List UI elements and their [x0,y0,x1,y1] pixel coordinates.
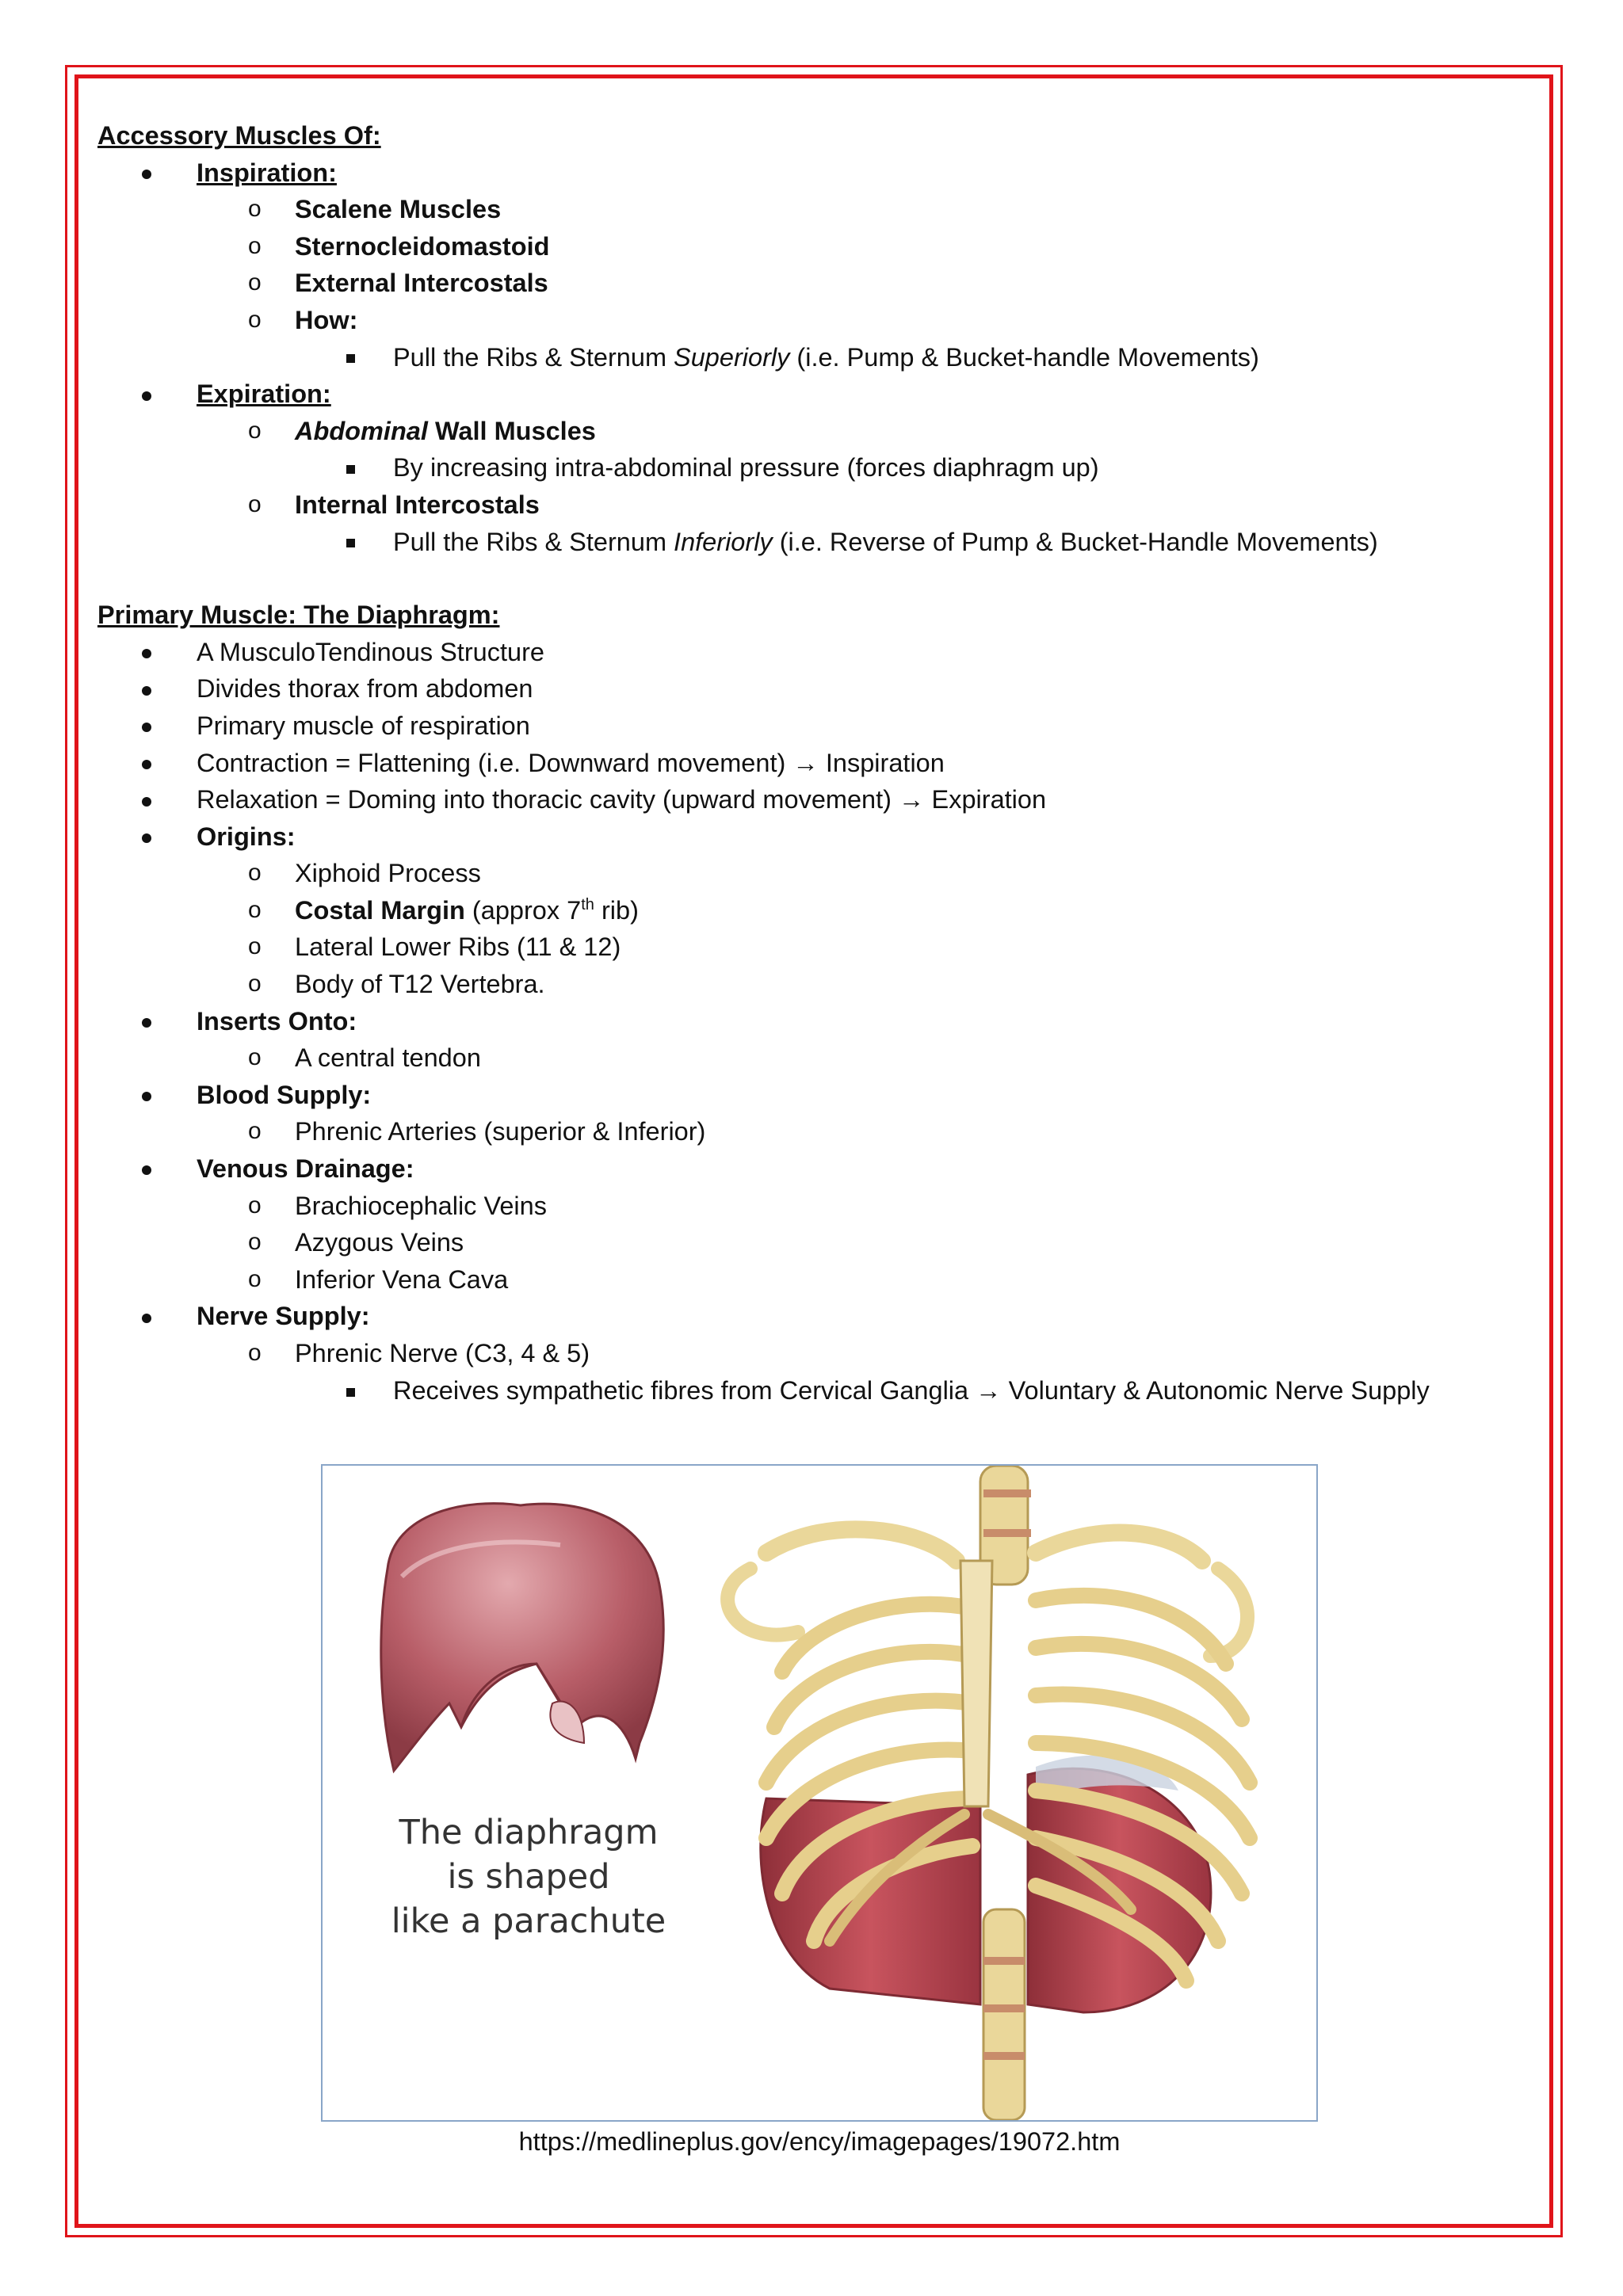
bullet-circle: o [248,232,262,259]
diaphragm-dome-shape [381,1504,663,1771]
bullet-circle: o [248,1265,262,1292]
bullet-circle: o [248,860,262,887]
list-item: o Phrenic Nerve (C3, 4 & 5) [97,1335,1508,1372]
venous-drainage-item: Venous Drainage: [97,1150,1508,1188]
bullet-dot [142,781,151,818]
bullet-dot [142,376,151,413]
bullet-dot [142,670,151,707]
list-item: A MusculoTendinous Structure [97,634,1508,671]
list-item: o Brachiocephalic Veins [97,1188,1508,1225]
list-item: o How: [97,302,1508,339]
list-item: Contraction = Flattening (i.e. Downward movement) → Inspiration [97,745,1508,782]
figure-caption: The diaphragm is shaped like a parachute [391,1813,666,1941]
bullet-square [346,1372,355,1409]
expiration-item: Expiration: [97,376,1508,413]
bullet-circle: o [248,933,262,960]
bullet-dot [142,154,151,192]
list-item: o Scalene Muscles [97,191,1508,228]
bullet-circle: o [248,971,262,997]
bullet-dot [142,745,151,782]
list-item: o Sternocleidomastoid [97,228,1508,265]
inspiration-item: Inspiration: [97,154,1508,192]
list-item: Pull the Ribs & Sternum Superiorly (i.e. Pump & Bucket-handle Movements) [97,339,1508,376]
document-body [97,117,1508,1409]
list-item: o Phrenic Arteries (superior & Inferior) [97,1113,1508,1150]
rib-cage-illustration [727,1466,1250,2120]
list-item: Primary muscle of respiration [97,707,1508,745]
bullet-circle: o [248,1044,262,1071]
bullet-circle: o [248,490,262,517]
bullet-dot [142,634,151,671]
list-item: o Lateral Lower Ribs (11 & 12) [97,929,1508,966]
inserts-item: Inserts Onto: [97,1003,1508,1040]
bullet-dot [142,1150,151,1188]
list-item: o Internal Intercostals [97,486,1508,524]
bullet-square [346,449,355,486]
bullet-dot [142,1003,151,1040]
bullet-circle: o [248,1229,262,1256]
origins-item: Origins: [97,818,1508,856]
bullet-dot [142,1077,151,1114]
bullet-dot [142,1298,151,1335]
figure-source-url: https://medlineplus.gov/ency/imagepages/19072.htm [518,2127,1121,2156]
list-item: Relaxation = Doming into thoracic cavity (upward movement) → Expiration [97,781,1508,818]
bullet-circle: o [248,1192,262,1219]
bullet-dot [142,818,151,856]
list-item: Receives sympathetic fibres from Cervical Ganglia → Voluntary & Autonomic Nerve Supply [97,1372,1508,1409]
list-item: o Inferior Vena Cava [97,1261,1508,1299]
list-item: o A central tendon [97,1039,1508,1077]
bullet-circle: o [248,306,262,333]
list-item: Divides thorax from abdomen [97,670,1508,707]
diaphragm-heading: Primary Muscle: The Diaphragm: [97,601,500,630]
bullet-circle: o [248,417,262,444]
list-item: o Body of T12 Vertebra. [97,966,1508,1003]
bullet-circle: o [248,896,262,923]
bullet-circle: o [248,1340,262,1366]
list-item: By increasing intra-abdominal pressure (forces diaphragm up) [97,449,1508,486]
bullet-circle: o [248,196,262,223]
nerve-supply-item: Nerve Supply: [97,1298,1508,1335]
list-item: o Costal Margin (approx 7th rib) [97,892,1508,929]
diaphragm-illustration [323,1466,1316,2120]
list-item: o Xiphoid Process [97,855,1508,892]
list-item: Pull the Ribs & Sternum Inferiorly (i.e. Reverse of Pump & Bucket-Handle Movements) [97,524,1508,561]
bullet-circle: o [248,1118,262,1145]
accessory-heading: Accessory Muscles Of: [97,121,381,150]
bullet-circle: o [248,269,262,296]
section-gap [97,560,1508,597]
bullet-dot [142,707,151,745]
list-item: o Azygous Veins [97,1224,1508,1261]
bullet-square [346,524,355,561]
blood-supply-item: Blood Supply: [97,1077,1508,1114]
list-item: o External Intercostals [97,265,1508,302]
diaphragm-figure [321,1464,1318,2122]
bullet-square [346,339,355,376]
list-item: o Abdominal Wall Muscles [97,413,1508,450]
